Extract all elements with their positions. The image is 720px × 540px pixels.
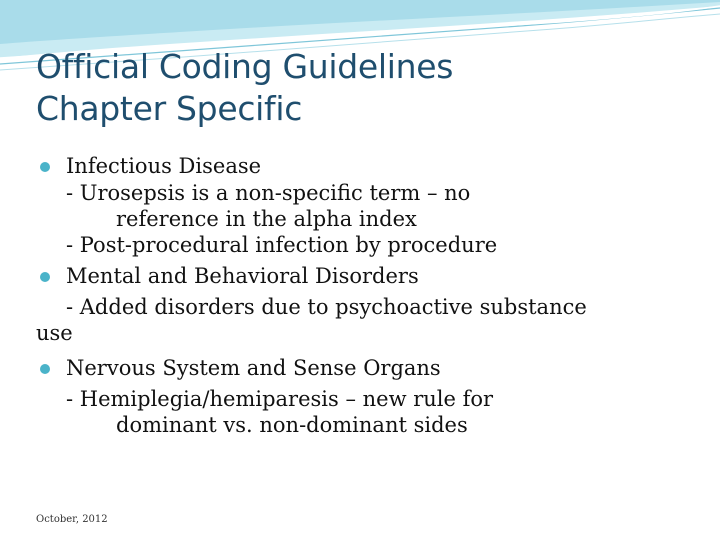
bullet-label: Mental and Behavioral Disorders (66, 264, 419, 288)
bullet-mental-behavioral (20, 262, 700, 290)
bullet-dot-icon (40, 364, 50, 374)
sub-item-continuation: dominant vs. non-dominant sides (116, 413, 468, 437)
sub-item: - Added disorders due to psychoactive substance (66, 295, 587, 319)
bullet-infectious-disease (20, 152, 700, 180)
title-line-2: Chapter Specific (36, 89, 303, 128)
sub-item: - Hemiplegia/hemiparesis – new rule for (66, 387, 494, 411)
bullet-nervous-system (20, 354, 700, 382)
slide-title (36, 46, 686, 130)
sub-item: - Post-procedural infection by procedure (66, 233, 498, 257)
sub-item-continuation: reference in the alpha index (116, 207, 417, 231)
title-line-1: Official Coding Guidelines (36, 47, 454, 86)
footer-date: October, 2012 (36, 514, 108, 525)
bullet-dot-icon (40, 272, 50, 282)
bullet-list (20, 152, 700, 438)
bullet-dot-icon (40, 162, 50, 172)
sub-item: - Urosepsis is a non-specific term – no (66, 181, 471, 205)
bullet-label: Infectious Disease (66, 154, 262, 178)
bullet-label: Nervous System and Sense Organs (66, 356, 441, 380)
sub-item-continuation: use (36, 321, 73, 345)
